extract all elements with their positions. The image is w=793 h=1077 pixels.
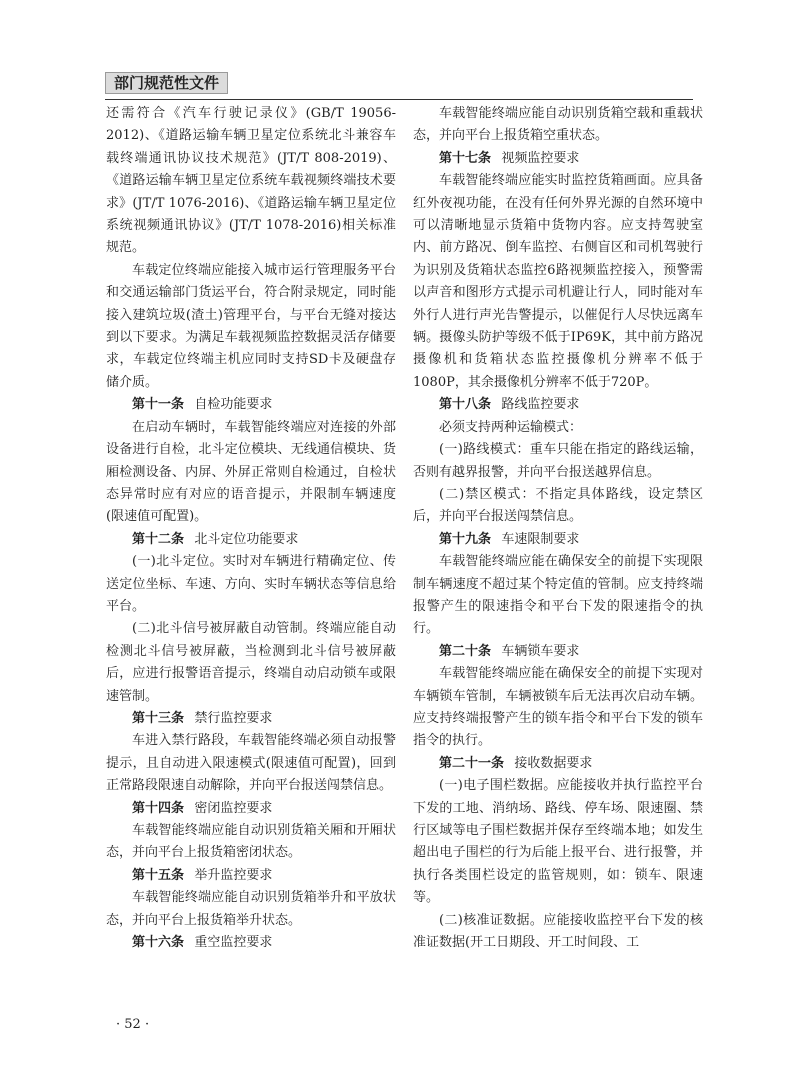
article-12-paragraph-2: (二)北斗信号被屏蔽自动管制。终端应能自动检测北斗信号被屏蔽，当检测到北斗信号被屏蔽后，应进行报警语音提示，终端自动启动锁车或限速管制。 xyxy=(106,621,396,704)
right-column xyxy=(413,103,703,954)
article-11-heading xyxy=(106,394,396,416)
article-title: 北斗定位功能要求 xyxy=(194,531,299,547)
section-label: 部门规范性文件 xyxy=(105,72,228,94)
article-number: 第十二条 xyxy=(132,531,185,547)
article-16-heading xyxy=(106,932,396,954)
article-21-paragraph-2: (二)核准证数据。应能接收监控平台下发的核准证数据(开工日期段、开工时间段、工 xyxy=(413,912,703,951)
article-20-paragraph: 车载智能终端应能在确保安全的前提下实现对车辆锁车管制，车辆被锁车后无法再次启动车辆。应支持终端报警产生的锁车指令和平台下发的锁车指令的执行。 xyxy=(413,666,703,749)
intro-paragraph-2: 车载定位终端应能接入城市运行管理服务平台和交通运输部门货运平台，符合附录规定，同时能接入建筑垃圾(渣土)管理平台，与平台无缝对接达到以下要求。为满足车载视频监控数据灵活存储要求，车载定位终端主机应同时支持SD卡及硬盘存储介质。 xyxy=(106,262,396,390)
article-21-heading xyxy=(413,753,703,775)
article-title: 车辆锁车要求 xyxy=(501,643,580,659)
article-number: 第十四条 xyxy=(132,800,185,816)
article-number: 第十一条 xyxy=(132,397,185,413)
article-title: 自检功能要求 xyxy=(194,397,273,413)
article-12-paragraph-1: (一)北斗定位。实时对车辆进行精确定位、传送定位坐标、车速、方向、实时车辆状态等信息给平台。 xyxy=(106,554,396,614)
article-18-paragraph-1: 必须支持两种运输模式： xyxy=(439,419,583,435)
article-title: 举升监控要求 xyxy=(194,867,273,883)
article-title: 重空监控要求 xyxy=(194,935,273,951)
header-divider xyxy=(105,99,693,100)
article-title: 密闭监控要求 xyxy=(194,800,273,816)
article-title: 车速限制要求 xyxy=(501,531,580,547)
article-number: 第十六条 xyxy=(132,935,185,951)
article-19-heading xyxy=(413,529,703,551)
article-20-heading xyxy=(413,641,703,663)
running-header xyxy=(105,72,693,94)
article-16-paragraph: 车载智能终端应能自动识别货箱空载和重载状态，并向平台上报货箱空重状态。 xyxy=(413,106,703,144)
article-13-heading xyxy=(106,708,396,730)
article-17-paragraph: 车载智能终端应能实时监控货箱画面。应具备红外夜视功能，在没有任何外界光源的自然环境中可以清晰地显示货箱中货物内容。应支持驾驶室内、前方路况、倒车监控、右侧盲区和司机驾驶行为识别及货箱状态监控6路视频监控接入，预警需以声音和图形方式提示司机避让行人，同时能对车外行人进行声光告警提示，以催促行人尽快远离车辆。摄像头防护等级不低于IP69K，其中前方路况摄像机和货箱状态监控摄像机分辨率不低于1080P，其余摄像机分辨率不低于720P。 xyxy=(413,173,703,390)
article-title: 接收数据要求 xyxy=(514,755,593,771)
article-number: 第二十条 xyxy=(439,643,492,659)
article-17-heading xyxy=(413,148,703,170)
article-15-paragraph: 车载智能终端应能自动识别货箱举升和平放状态，并向平台上报货箱举升状态。 xyxy=(106,890,396,928)
article-title: 视频监控要求 xyxy=(501,150,580,166)
article-number: 第十五条 xyxy=(132,867,185,883)
article-number: 第十三条 xyxy=(132,710,185,726)
article-14-heading xyxy=(106,798,396,820)
left-column xyxy=(106,103,396,954)
article-21-paragraph-1: (一)电子围栏数据。应能接收并执行监控平台下发的工地、消纳场、路线、停车场、限速圈、禁行区域等电子围栏数据并保存至终端本地；如发生超出电子围栏的行为后能上报平台、进行报警，并执行各类围栏设定的监管规则，如：锁车、限速等。 xyxy=(413,778,703,906)
article-19-paragraph: 车载智能终端应能在确保安全的前提下实现限制车辆速度不超过某个特定值的管制。应支持终端报警产生的限速指令和平台下发的限速指令的执行。 xyxy=(413,554,703,637)
article-number: 第十八条 xyxy=(439,397,492,413)
article-11-paragraph: 在启动车辆时，车载智能终端应对连接的外部设备进行自检，北斗定位模块、无线通信模块、货厢检测设备、内屏、外屏正常则自检通过，自检状态异常时应有对应的语音提示，并限制车辆速度(限速值可配置)。 xyxy=(106,419,396,525)
article-14-paragraph: 车载智能终端应能自动识别货箱关厢和开厢状态，并向平台上报货箱密闭状态。 xyxy=(106,823,396,861)
article-number: 第十九条 xyxy=(439,531,492,547)
article-title: 路线监控要求 xyxy=(501,397,580,413)
article-title: 禁行监控要求 xyxy=(194,710,273,726)
article-18-heading xyxy=(413,394,703,416)
article-number: 第十七条 xyxy=(439,150,492,166)
intro-paragraph-1: 还需符合《汽车行驶记录仪》(GB/T 19056-2012)、《道路运输车辆卫星定位系统北斗兼容车载终端通讯协议技术规范》(JT/T 808-2019)、《道路运输车辆卫星定位系统车载视频终端技术要求》(JT/T 1076-2016)、《道路运输车辆卫星定位系统视频通讯协议》(JT/T 1078-2016)相关标准规范。 xyxy=(106,106,396,256)
article-18-paragraph-3: (二)禁区模式：不指定具体路线，设定禁区后，并向平台报送闯禁信息。 xyxy=(413,486,703,525)
article-number: 第二十一条 xyxy=(439,755,505,771)
article-12-heading xyxy=(106,529,396,551)
article-15-heading xyxy=(106,865,396,887)
article-13-paragraph: 车进入禁行路段，车载智能终端必须自动报警提示，且自动进入限速模式(限速值可配置)，回到正常路段限速自动解除，并向平台报送闯禁信息。 xyxy=(106,733,396,794)
article-18-paragraph-2: (一)路线模式：重车只能在指定的路线运输，否则有越界报警，并向平台报送越界信息。 xyxy=(413,442,703,480)
page-number: · 52 · xyxy=(116,1017,150,1032)
